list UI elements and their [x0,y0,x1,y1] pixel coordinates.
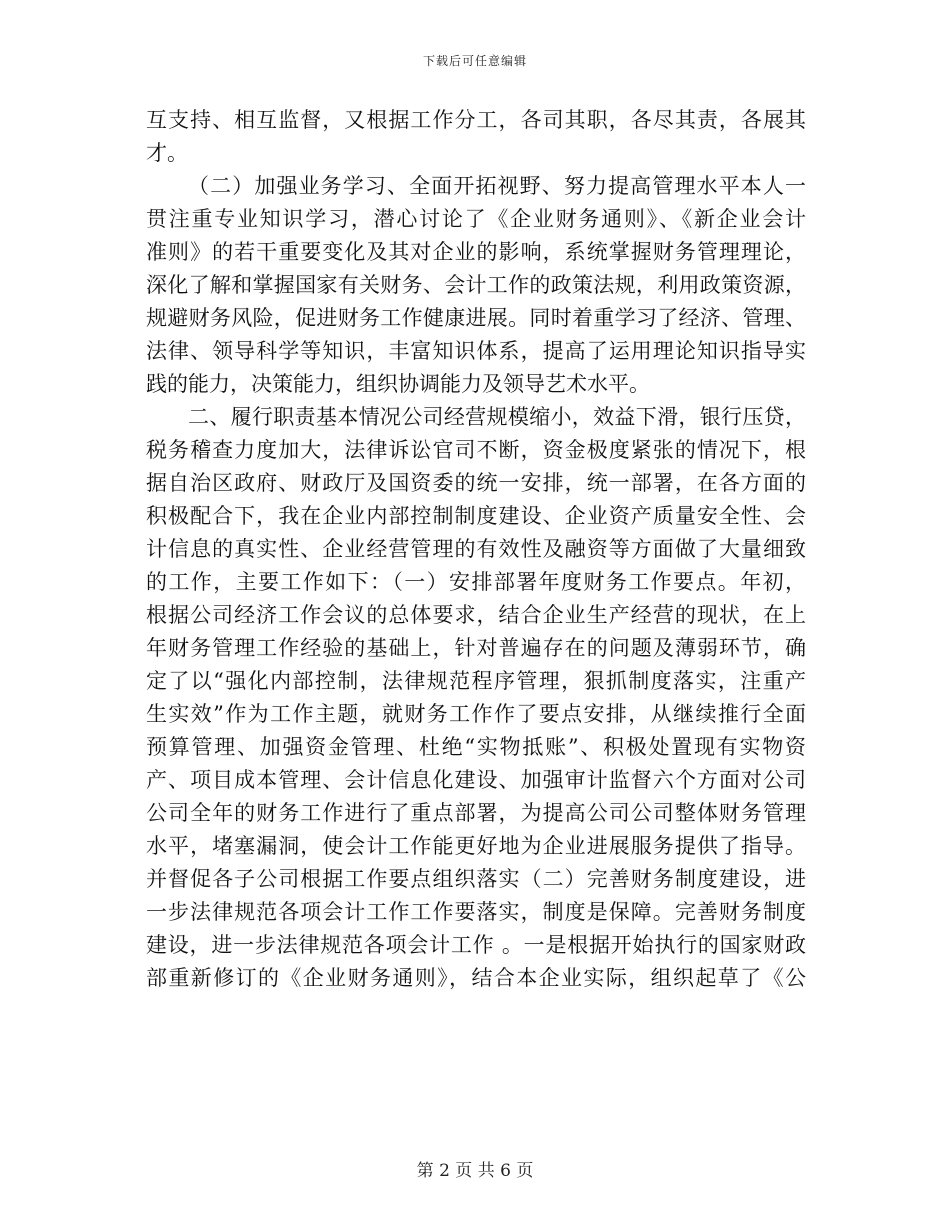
paragraph-first-line: 二、履行职责基本情况公司经营规模缩小，效益下滑，银行压贷， [188,405,806,429]
page-number-footer: 第 2 页 共 6 页 [416,1161,534,1181]
text-line: 法律、领导科学等知识，丰富知识体系，提高了运用理论知识指导实 [146,339,806,363]
text-line: 一步法律规范各项会计工作工作要落实，制度是保障。完善财务制度 [146,900,806,924]
text-line: 互支持、相互监督，又根据工作分工，各司其职，各尽其责，各展其 [146,108,806,132]
text-line: 贯注重专业知识学习，潜心讨论了《企业财务通则》、《新企业会计 [146,207,806,231]
text-line: 计信息的真实性、企业经营管理的有效性及融资等方面做了大量细致 [146,537,806,561]
text-line: 深化了解和掌握国家有关财务、会计工作的政策法规，利用政策资源， [146,273,806,297]
text-line: 部重新修订的《企业财务通则》，结合本企业实际，组织起草了《公 [146,966,806,990]
text-line: 的工作，主要工作如下：（一）安排部署年度财务工作要点。年初， [146,570,806,594]
text-line: 建设，进一步法律规范各项会计工作 。一是根据开始执行的国家财政 [146,933,806,957]
text-line: 产、项目成本管理、会计信息化建设、加强审计监督六个方面对公司 [146,768,806,792]
text-line: 根据公司经济工作会议的总体要求，结合企业生产经营的现状，在上 [146,603,806,627]
text-line: 定了以“强化内部控制，法律规范程序管理，狠抓制度落实，注重产 [146,669,806,693]
text-line: 年财务管理工作经验的基础上，针对普遍存在的问题及薄弱环节，确 [146,636,806,660]
text-line: 践的能力，决策能力，组织协调能力及领导艺术水平。 [146,372,650,396]
text-line: 水平，堵塞漏洞，使会计工作能更好地为企业进展服务提供了指导。 [146,834,806,858]
text-line: 预算管理、加强资金管理、杜绝“实物抵账”、积极处置现有实物资 [146,735,806,759]
text-line: 并督促各子公司根据工作要点组织落实（二）完善财务制度建设，进 [146,867,806,891]
text-line: 生实效”作为工作主题，就财务工作作了要点安排，从继续推行全面 [146,702,806,726]
document-body [146,104,806,995]
text-line: 公司全年的财务工作进行了重点部署，为提高公司公司整体财务管理 [146,801,806,825]
text-line: 规避财务风险，促进财务工作健康进展。同时着重学习了经济、管理、 [146,306,806,330]
text-line: 准则》的若干重要变化及其对企业的影响，系统掌握财务管理理论， [146,240,806,264]
text-line: 据自治区政府、财政厅及国资委的统一安排，统一部署，在各方面的 [146,471,806,495]
paragraph-first-line: （二）加强业务学习、全面开拓视野、努力提高管理水平本人一 [188,174,806,198]
text-line: 才。 [146,141,188,165]
page-header: 下载后可任意编辑 [422,54,527,68]
text-line: 税务稽查力度加大，法律诉讼官司不断，资金极度紧张的情况下，根 [146,438,806,462]
text-line: 积极配合下，我在企业内部控制制度建设、企业资产质量安全性、会 [146,504,806,528]
